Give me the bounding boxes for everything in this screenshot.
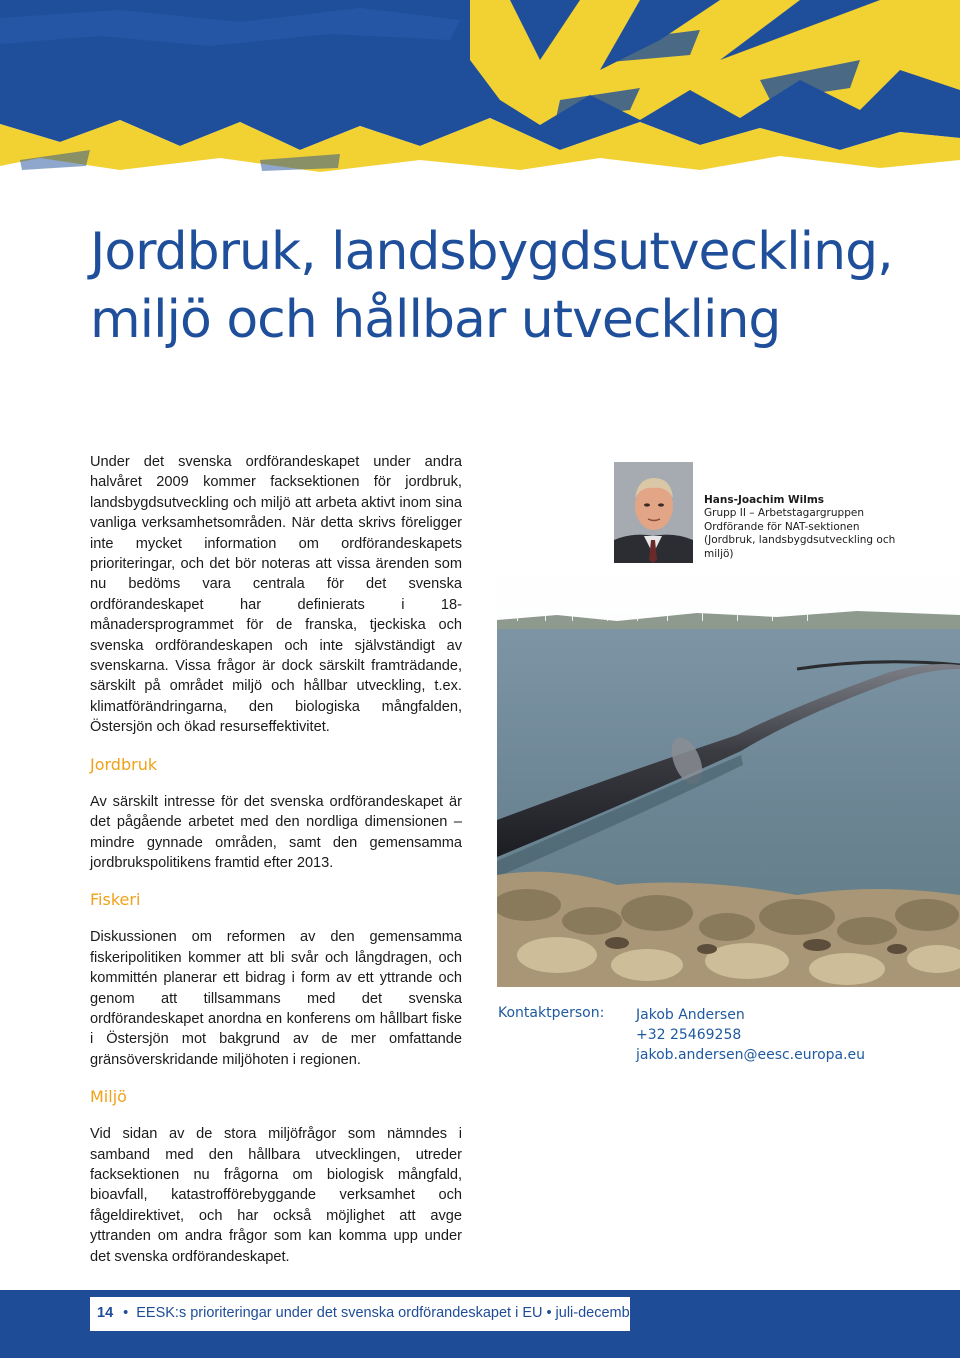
header-banner [0, 0, 960, 175]
publication-period: juli-december 2009 [555, 1305, 679, 1321]
footer-text [97, 1305, 679, 1321]
section-heading-fiskeri: Fiskeri [90, 890, 141, 910]
contact-email[interactable]: jakob.andersen@eesc.europa.eu [636, 1047, 866, 1063]
contact-name: Jakob Andersen [636, 1007, 745, 1023]
contact-details [636, 1005, 865, 1065]
section-text-miljo: Vid sidan av de stora miljöfrågor som nämndes i samband med den hållbara utvecklingen, utreder facksektionen nu frågorna om biologisk mångfald, bioavfall, katastrofförebyggande verksamhet och fågeldirektivet, och har också möjlighet att avge yttranden om andra frågor som kan komma upp under det svenska ordförandeskapet. [90, 1126, 462, 1265]
person-group: Grupp II – Arbetstagargruppen [704, 507, 864, 520]
section-heading-jordbruk: Jordbruk [90, 754, 158, 774]
footer-separator-dot: • [546, 1305, 552, 1321]
title-line-1: Jordbruk, landsbygdsutveckling, [90, 222, 893, 282]
pipeline-sea-photo [497, 565, 960, 987]
section-text-jordbruk: Av särskilt intresse för det svenska ordförandeskapet är det pågående arbetet med den nordliga dimensionen – mindre gynnade områden, samt den gemensamma jordbrukspolitikens framtid efter 2013. [90, 793, 462, 871]
page-number: 14 [97, 1305, 114, 1321]
section-text-fiskeri: Diskussionen om reformen av den gemensamma fiskeripolitiken kommer att bli svår och långdragen, och kommittén planerar ett bidrag i form av ett yttrande och genom att tillsammans med det svenska ordförandeskapet anordna en konferens om hållbart fiske i Östersjön mot bakgrund av de mer omfattande gränsöverskridande miljöhoten i regionen. [90, 929, 462, 1068]
contact-label: Kontaktperson: [498, 1005, 605, 1021]
person-caption [704, 494, 904, 561]
person-name: Hans-Joachim Wilms [704, 494, 825, 506]
contact-phone: +32 25469258 [636, 1027, 742, 1043]
person-role: Ordförande för NAT-sektionen [704, 520, 860, 533]
page-title [90, 218, 930, 354]
main-text-column [90, 452, 462, 1267]
portrait-photo [614, 462, 693, 563]
title-line-2: miljö och hållbar utveckling [90, 290, 781, 350]
intro-paragraph: Under det svenska ordförandeskapet under andra halvåret 2009 kommer facksektionen för jordbruk, landsbygdsutveckling och miljö att arbeta aktivt inom sina vanliga verksamhetsområden. När detta skrivs föreligger inte mycket information om ordförandeskapets prioriteringar, och det bör noteras att vissa ärenden som nu bedöms vara centrala för det svenska ordförandeskapet har definierats i 18-månadersprogrammet för de franska, tjeckiska och svenska ordförandeskapen och inte självständigt av svenskarna. Vissa frågor är dock särskilt framträdande, särskilt på området miljö och hållbar utveckling, t.ex. klimatförändringarna, den biologiska mångfalden, Östersjön och ökad resurseffektivitet. [90, 454, 462, 736]
person-section: (Jordbruk, landsbygdsutveckling och miljö) [704, 534, 896, 560]
footer-separator-dot: • [123, 1305, 129, 1321]
section-heading-miljo: Miljö [90, 1087, 127, 1107]
publication-title: EESK:s prioriteringar under det svenska ordförandeskapet i EU [136, 1305, 543, 1321]
